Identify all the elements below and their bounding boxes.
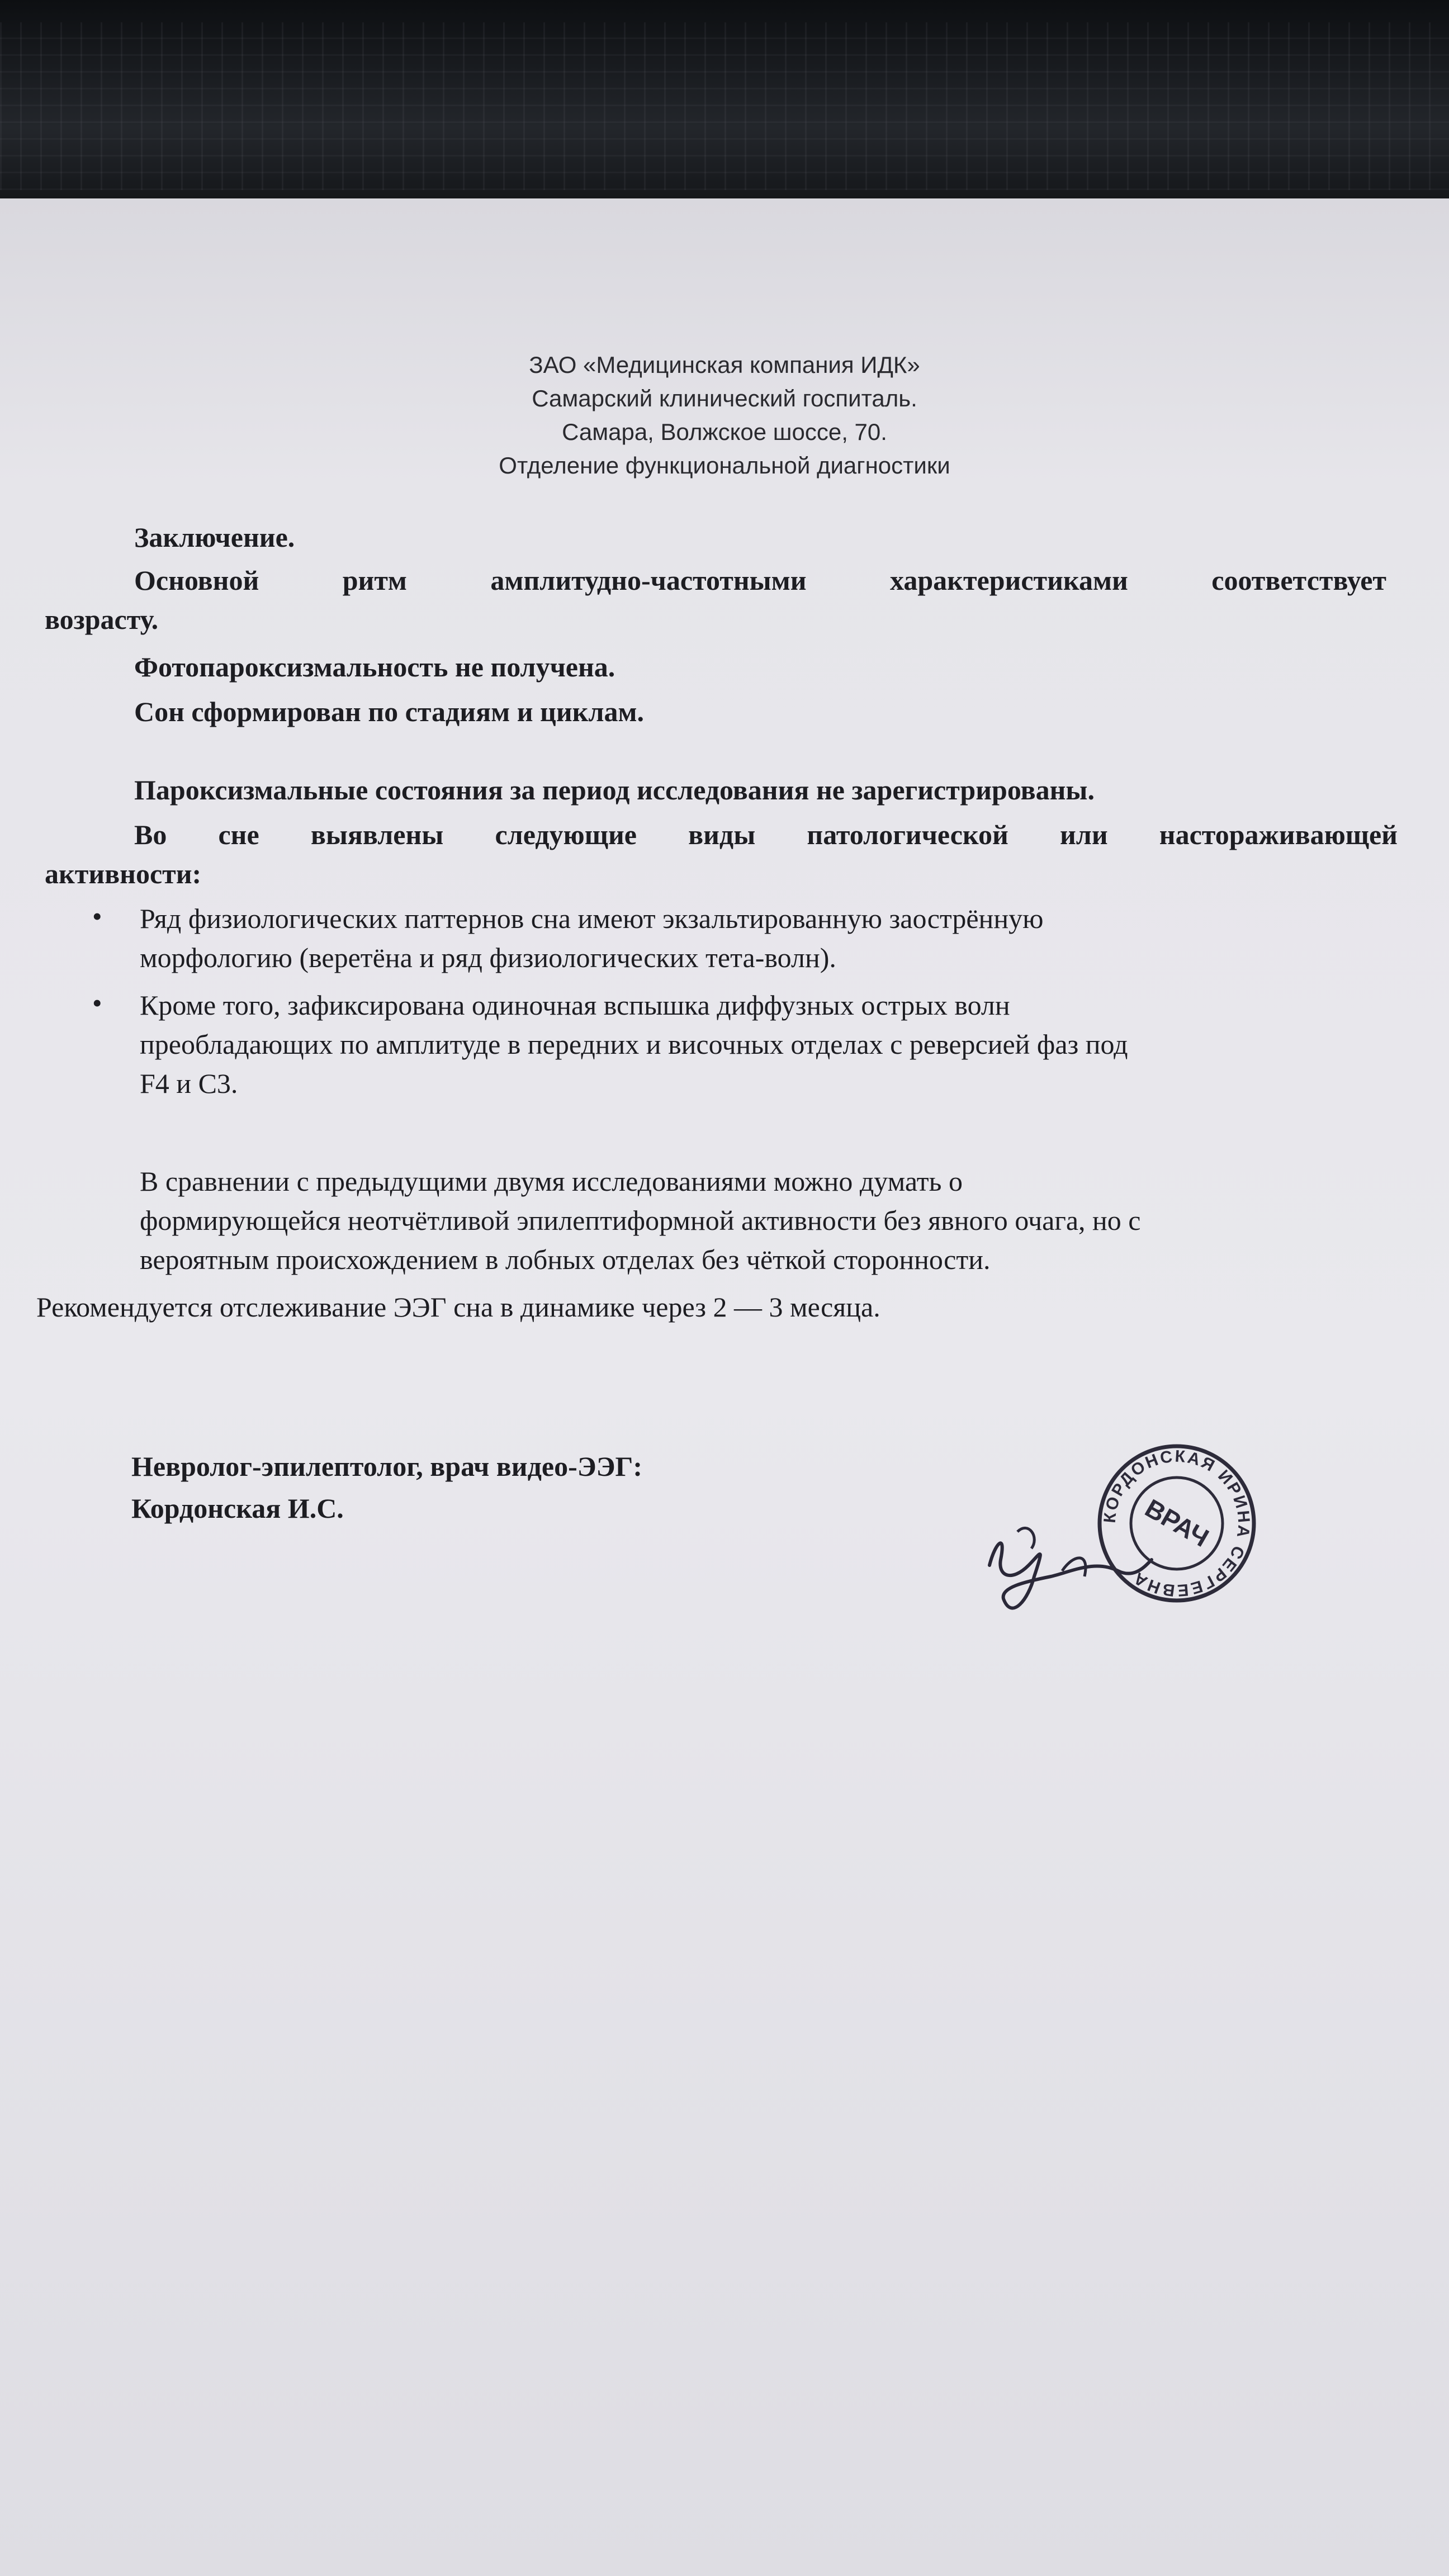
conclusion-activity: Во сне выявлены следующие виды патологической или настораживающей	[134, 819, 1398, 850]
conclusion-rhythm-cont: возрасту.	[45, 604, 159, 635]
conclusion-photo: Фотопароксизмальность не получена.	[134, 651, 615, 683]
conclusion-title: Заключение.	[134, 522, 295, 553]
recommendation: Рекомендуется отслеживание ЭЭГ сна в динамике через 2 — 3 месяца.	[36, 1291, 880, 1323]
header-department: Отделение функциональной диагностики	[499, 452, 950, 479]
bullet-2-line1: Кроме того, зафиксирована одиночная вспышка диффузных острых волн	[140, 989, 1010, 1021]
background-dark-area	[0, 0, 1449, 212]
comparison-line1: В сравнении с предыдущими двумя исследованиями можно думать о	[140, 1166, 963, 1197]
bullet-2-line3: F4 и C3.	[140, 1068, 238, 1099]
header-org: ЗАО «Медицинская компания ИДК»	[529, 352, 920, 378]
signatory-role: Невролог-эпилептолог, врач видео-ЭЭГ:	[131, 1451, 643, 1482]
bullet-2-line2: преобладающих по амплитуде в передних и височных отделах с реверсией фаз под	[140, 1029, 1128, 1060]
doctor-seal-stamp	[1096, 1442, 1258, 1604]
bullet-1-line1: Ряд физиологических паттернов сна имеют экзальтированную заострённую	[140, 903, 1044, 934]
signatory-name: Кордонская И.С.	[131, 1493, 344, 1524]
header-address: Самара, Волжское шоссе, 70.	[562, 419, 887, 445]
bullet-dot-2: •	[92, 987, 102, 1019]
document-sheet	[0, 198, 1449, 2576]
conclusion-sleep: Сон сформирован по стадиям и циклам.	[134, 696, 645, 727]
conclusion-activity-cont: активности:	[45, 858, 202, 889]
stamp-ring-text: КОРДОНСКАЯ ИРИНА СЕРГЕЕВНА	[1100, 1447, 1253, 1600]
bullet-1-line2: морфологию (веретёна и ряд физиологических тета-волн).	[140, 942, 836, 973]
conclusion-rhythm: Основной ритм амплитудно-частотными характеристиками соответствует	[134, 565, 1386, 596]
conclusion-paroxysmal: Пароксизмальные состояния за период исследования не зарегистрированы.	[134, 774, 1095, 806]
comparison-line2: формирующейся неотчётливой эпилептиформной активности без явного очага, но с	[140, 1205, 1141, 1236]
header-hospital: Самарский клинический госпиталь.	[532, 385, 917, 411]
background-texture	[0, 22, 1449, 190]
comparison-line3: вероятным происхождением в лобных отделах без чёткой сторонности.	[140, 1244, 991, 1275]
bullet-dot-1: •	[92, 901, 102, 932]
stamp-center-text: ВРАЧ	[1140, 1493, 1214, 1553]
